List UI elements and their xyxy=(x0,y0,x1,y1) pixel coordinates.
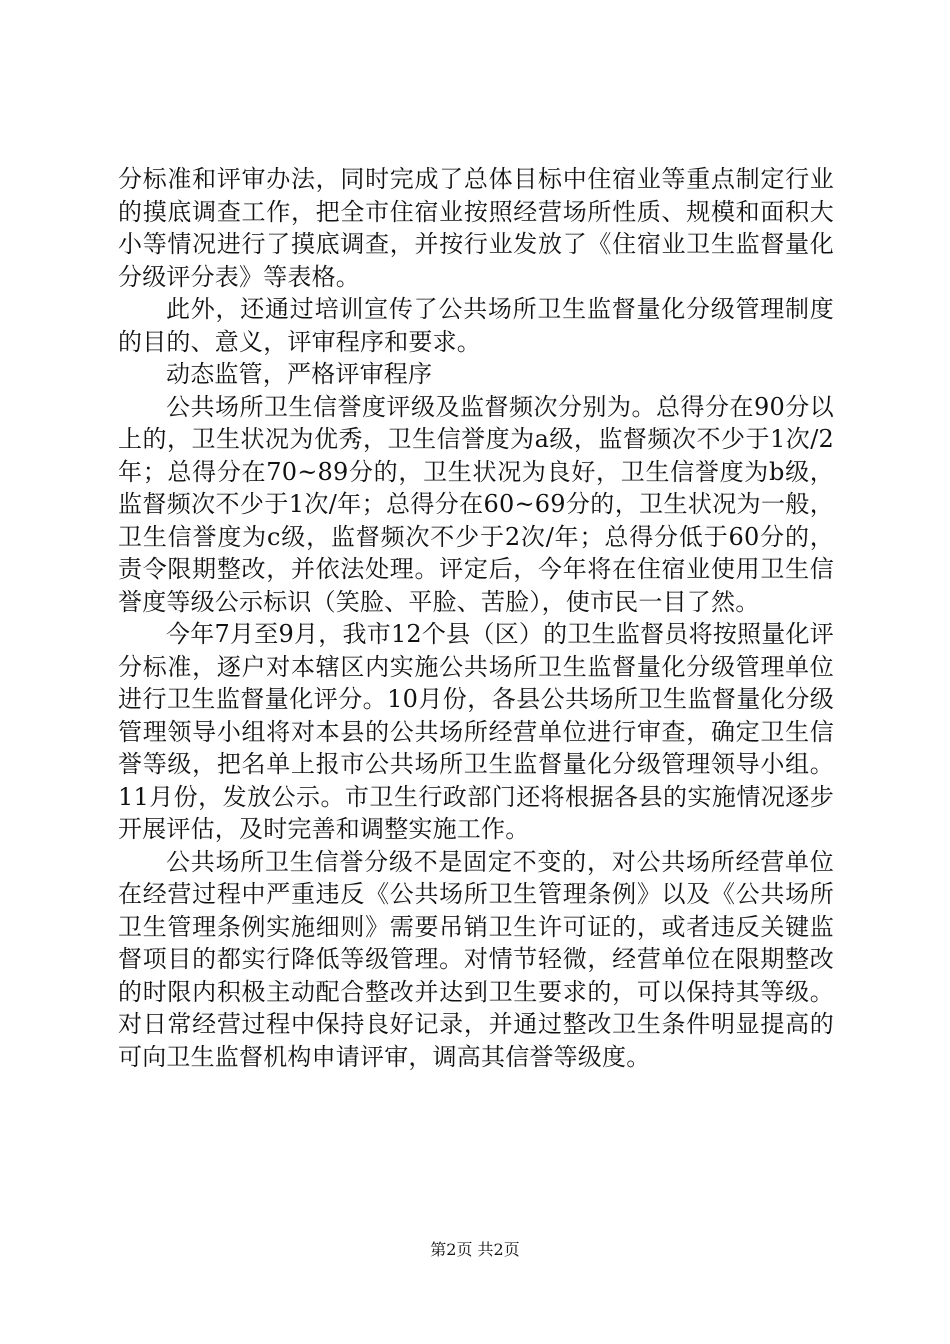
document-body xyxy=(118,163,834,1073)
section-heading: 动态监管，严格评审程序 xyxy=(166,360,433,388)
paragraph: 公共场所卫生信誉分级不是固定不变的，对公共场所经营单位在经营过程中严重违反《公共场所卫生管理条例》以及《公共场所卫生管理条例实施细则》需要吊销卫生许可证的，或者违反关键监督项目的都实行降低等级管理。对情节轻微，经营单位在限期整改的时限内积极主动配合整改并达到卫生要求的，可以保持其等级。对日常经营过程中保持良好记录，并通过整改卫生条件明显提高的可向卫生监督机构申请评审，调高其信誉等级度。 xyxy=(118,847,834,1071)
paragraph: 此外，还通过培训宣传了公共场所卫生监督量化分级管理制度的目的、意义，评审程序和要求。 xyxy=(118,295,834,356)
page-number: 第2页 共2页 xyxy=(430,1240,520,1259)
paragraph: 分标准和评审办法，同时完成了总体目标中住宿业等重点制定行业的摸底调查工作，把全市住宿业按照经营场所性质、规模和面积大小等情况进行了摸底调查，并按行业发放了《住宿业卫生监督量化分级评分表》等表格。 xyxy=(118,165,834,291)
page-footer xyxy=(0,1240,950,1260)
paragraph: 公共场所卫生信誉度评级及监督频次分别为。总得分在90分以上的，卫生状况为优秀，卫生信誉度为a级，监督频次不少于1次/2年；总得分在70~89分的，卫生状况为良好，卫生信誉度为b级，监督频次不少于1次/年；总得分在60~69分的，卫生状况为一般，卫生信誉度为c级，监督频次不少于2次/年；总得分低于60分的，责令限期整改，并依法处理。评定后，今年将在住宿业使用卫生信誉度等级公示标识（笑脸、平脸、苦脸），使市民一目了然。 xyxy=(118,392,834,616)
paragraph: 今年7月至9月，我市12个县（区）的卫生监督员将按照量化评分标准，逐户对本辖区内实施公共场所卫生监督量化分级管理单位进行卫生监督量化评分。10月份，各县公共场所卫生监督量化分级管理领导小组将对本县的公共场所经营单位进行审查，确定卫生信誉等级，把名单上报市公共场所卫生监督量化分级管理领导小组。11月份，发放公示。市卫生行政部门还将根据各县的实施情况逐步开展评估，及时完善和调整实施工作。 xyxy=(118,620,834,843)
